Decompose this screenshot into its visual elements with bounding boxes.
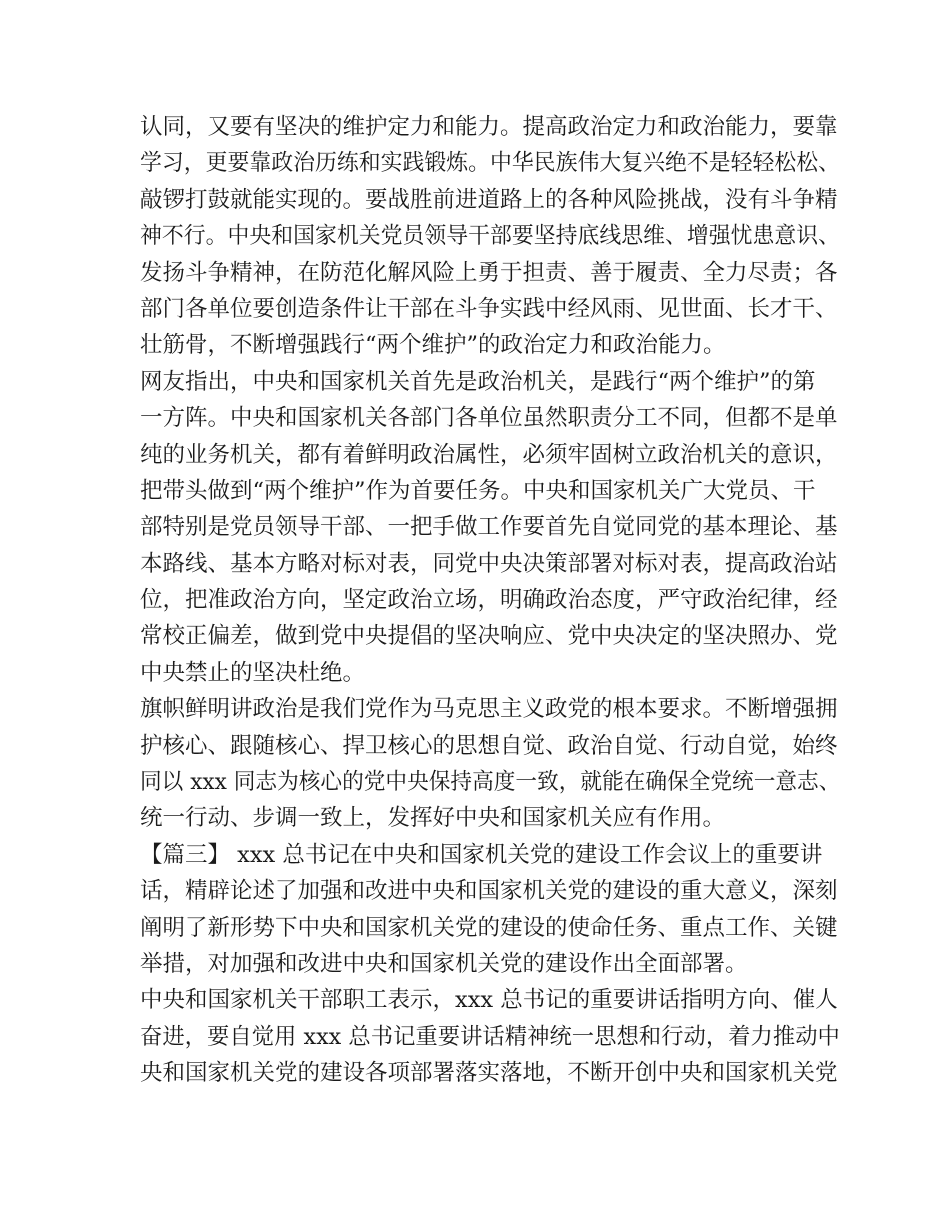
text-line: 护核心、跟随核心、捍卫核心的思想自觉、政治自觉、行动自觉，始终: [140, 732, 838, 759]
text-line: 中央和国家机关干部职工表示，xxx 总书记的重要讲话指明方向、催人: [140, 987, 838, 1014]
text-line: 发扬斗争精神，在防范化解风险上勇于担责、善于履责、全力尽责；各: [140, 259, 838, 286]
text-line: 【篇三】 xxx 总书记在中央和国家机关党的建设工作会议上的重要讲: [140, 841, 823, 868]
text-line: 把带头做到“两个维护”作为首要任务。中央和国家机关广大党员、干: [140, 477, 816, 504]
text-line: 敲锣打鼓就能实现的。要战胜前进道路上的各种风险挑战，没有斗争精: [140, 186, 838, 213]
text-line: 一方阵。中央和国家机关各部门各单位虽然职责分工不同，但都不是单: [140, 405, 838, 432]
text-line: 网友指出，中央和国家机关首先是政治机关，是践行“两个维护”的第: [140, 368, 816, 395]
text-line: 学习，更要靠政治历练和实践锻炼。中华民族伟大复兴绝不是轻轻松松、: [140, 150, 840, 177]
text-line: 阐明了新形势下中央和国家机关党的建设的使命任务、重点工作、关键: [140, 914, 838, 941]
text-line: 壮筋骨，不断增强践行“两个维护”的政治定力和政治能力。: [140, 332, 726, 359]
text-line: 奋进，要自觉用 xxx 总书记重要讲话精神统一思想和行动，着力推动中: [140, 1023, 840, 1050]
text-line: 同以 xxx 同志为核心的党中央保持高度一致，就能在确保全党统一意志、: [140, 769, 841, 796]
text-line: 神不行。中央和国家机关党员领导干部要坚持底线思维、增强忧患意识、: [140, 223, 840, 250]
document-body: [140, 109, 840, 1092]
text-line: 中央禁止的坚决杜绝。: [140, 659, 366, 686]
text-line: 位，把准政治方向，坚定政治立场，明确政治态度，严守政治纪律，经: [140, 587, 838, 614]
text-line: 话，精辟论述了加强和改进中央和国家机关党的建设的重大意义，深刻: [140, 878, 838, 905]
text-line: 本路线、基本方略对标对表，同党中央决策部署对标对表，提高政治站: [140, 550, 838, 577]
text-line: 常校正偏差，做到党中央提倡的坚决响应、党中央决定的坚决照办、党: [140, 623, 838, 650]
text-line: 部门各单位要创造条件让干部在斗争实践中经风雨、见世面、长才干、: [140, 295, 838, 322]
text-line: 认同，又要有坚决的维护定力和能力。提高政治定力和政治能力，要靠: [140, 114, 838, 140]
text-line: 举措，对加强和改进中央和国家机关党的建设作出全面部署。: [140, 950, 748, 977]
text-line: 纯的业务机关，都有着鲜明政治属性，必须牢固树立政治机关的意识，: [140, 441, 838, 468]
text-line: 统一行动、步调一致上，发挥好中央和国家机关应有作用。: [140, 805, 726, 832]
text-line: 部特别是党员领导干部、一把手做工作要首先自觉同党的基本理论、基: [140, 514, 838, 541]
text-line: 旗帜鲜明讲政治是我们党作为马克思主义政党的根本要求。不断增强拥: [140, 696, 838, 723]
text-line: 央和国家机关党的建设各项部署落实落地，不断开创中央和国家机关党: [140, 1060, 838, 1087]
